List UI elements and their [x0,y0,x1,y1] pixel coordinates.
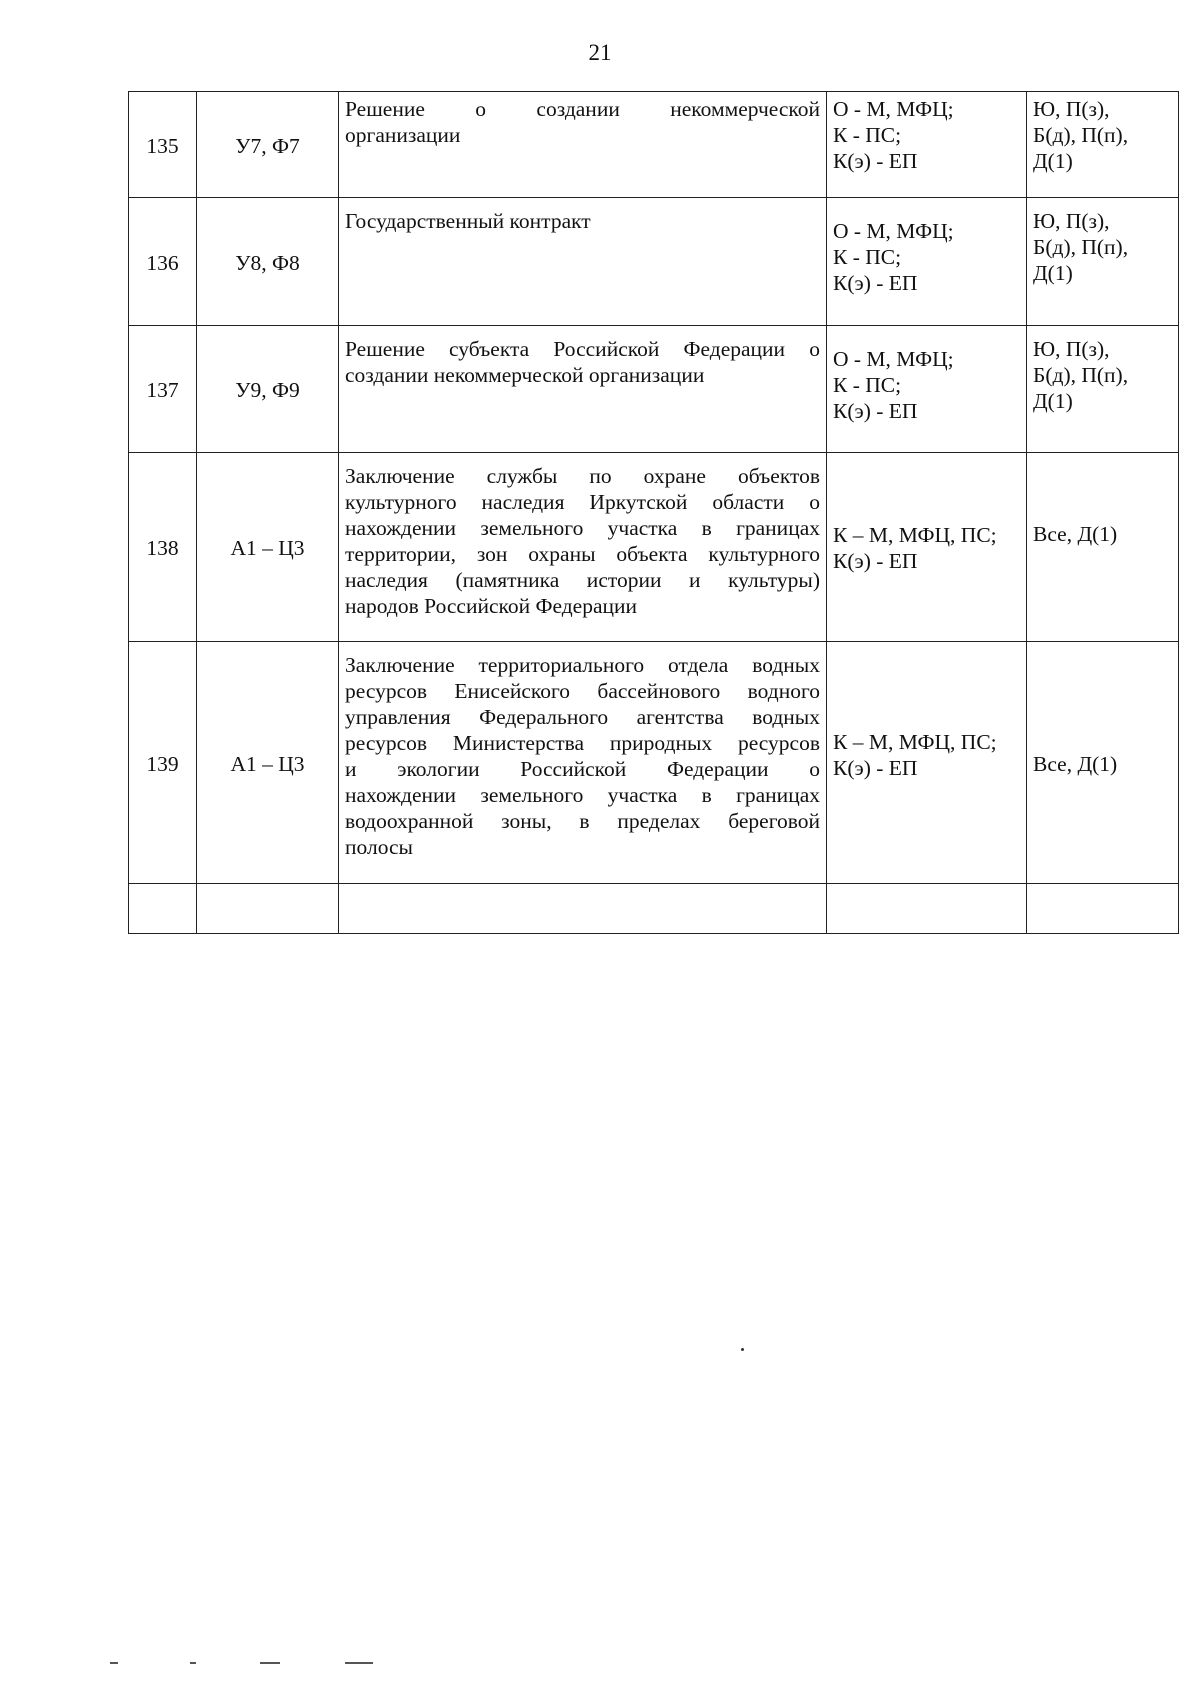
receipt-line: К - ПС; [833,245,902,269]
row-number: 137 [129,326,197,453]
description-line: Решение субъекта Российской Федерации о [345,337,820,361]
row-description [339,198,827,326]
receipt-line: О - М, МФЦ; [833,219,954,243]
category-line: Все, Д(1) [1033,522,1118,546]
receipt-line: К(э) - ЕП [833,755,918,780]
description-line: водоохранной зоны, в пределах береговой [345,809,820,833]
row-categories [1027,642,1179,884]
empty-cell [1027,884,1179,934]
table-row [129,92,1179,198]
description-line: территории, зон охраны объекта культурного [345,542,820,566]
row-code: У9, Ф9 [197,326,339,453]
row-receipt-method [827,326,1027,453]
description-line: создании некоммерческой организации [345,363,705,387]
scan-artifact-dot [741,1348,744,1351]
row-description [339,92,827,198]
row-number: 135 [129,92,197,198]
receipt-line: О - М, МФЦ; [833,347,954,371]
description-line: Государственный контракт [345,209,591,233]
receipt-line: К(э) - ЕП [833,149,918,173]
description-line: народов Российской Федерации [345,594,638,618]
receipt-line: К(э) - ЕП [833,399,918,423]
row-receipt-method [827,642,1027,884]
description-line: управления Федерального агентства водных [345,705,820,729]
row-description [339,453,827,642]
category-line: Д(1) [1033,389,1073,413]
category-line: Д(1) [1033,149,1073,173]
scan-artifact-marks [110,1660,390,1666]
description-line: полосы [345,835,413,859]
row-number: 139 [129,642,197,884]
description-line: Решение о создании некоммерческой [345,97,820,121]
empty-cell [129,884,197,934]
category-line: Ю, П(з), [1033,337,1110,361]
row-description [339,642,827,884]
row-code: У8, Ф8 [197,198,339,326]
category-line: Б(д), П(п), [1033,235,1129,259]
table-row [129,198,1179,326]
row-description [339,326,827,453]
row-code: А1 – Ц3 [197,642,339,884]
row-receipt-method [827,92,1027,198]
description-line: нахождении земельного участка в границах [345,516,820,540]
description-line: наследия (памятника истории и культуры) [345,568,820,592]
receipt-line: О - М, МФЦ; [833,97,954,121]
empty-cell [827,884,1027,934]
table-row [129,453,1179,642]
empty-cell [339,884,827,934]
category-line: Б(д), П(п), [1033,363,1129,387]
row-receipt-method [827,453,1027,642]
receipt-line: К – М, МФЦ, ПС; [833,523,997,547]
description-line: организации [345,123,461,147]
receipt-line: К – М, МФЦ, ПС; [833,729,997,754]
receipt-line: К(э) - ЕП [833,271,918,295]
category-line: Все, Д(1) [1033,751,1118,776]
table-row-empty [129,884,1179,934]
row-code: У7, Ф7 [197,92,339,198]
description-line: и экологии Российской Федерации о [345,757,820,781]
description-line: ресурсов Енисейского бассейнового водного [345,679,820,703]
description-line: ресурсов Министерства природных ресурсов [345,731,820,755]
empty-cell [197,884,339,934]
row-receipt-method [827,198,1027,326]
category-line: Ю, П(з), [1033,97,1110,121]
table-row [129,326,1179,453]
description-line: культурного наследия Иркутской области о [345,490,820,514]
receipt-line: К(э) - ЕП [833,549,918,573]
table-row [129,642,1179,884]
description-line: Заключение территориального отдела водных [345,653,820,677]
document-table [128,91,1179,934]
row-categories [1027,92,1179,198]
row-categories [1027,326,1179,453]
page-number: 21 [588,40,612,65]
row-categories [1027,453,1179,642]
row-number: 136 [129,198,197,326]
row-categories [1027,198,1179,326]
category-line: Б(д), П(п), [1033,123,1129,147]
receipt-line: К - ПС; [833,373,902,397]
description-line: Заключение службы по охране объектов [345,464,820,488]
category-line: Ю, П(з), [1033,209,1110,233]
receipt-line: К - ПС; [833,123,902,147]
category-line: Д(1) [1033,261,1073,285]
description-line: нахождении земельного участка в границах [345,783,820,807]
row-number: 138 [129,453,197,642]
row-code: А1 – Ц3 [197,453,339,642]
